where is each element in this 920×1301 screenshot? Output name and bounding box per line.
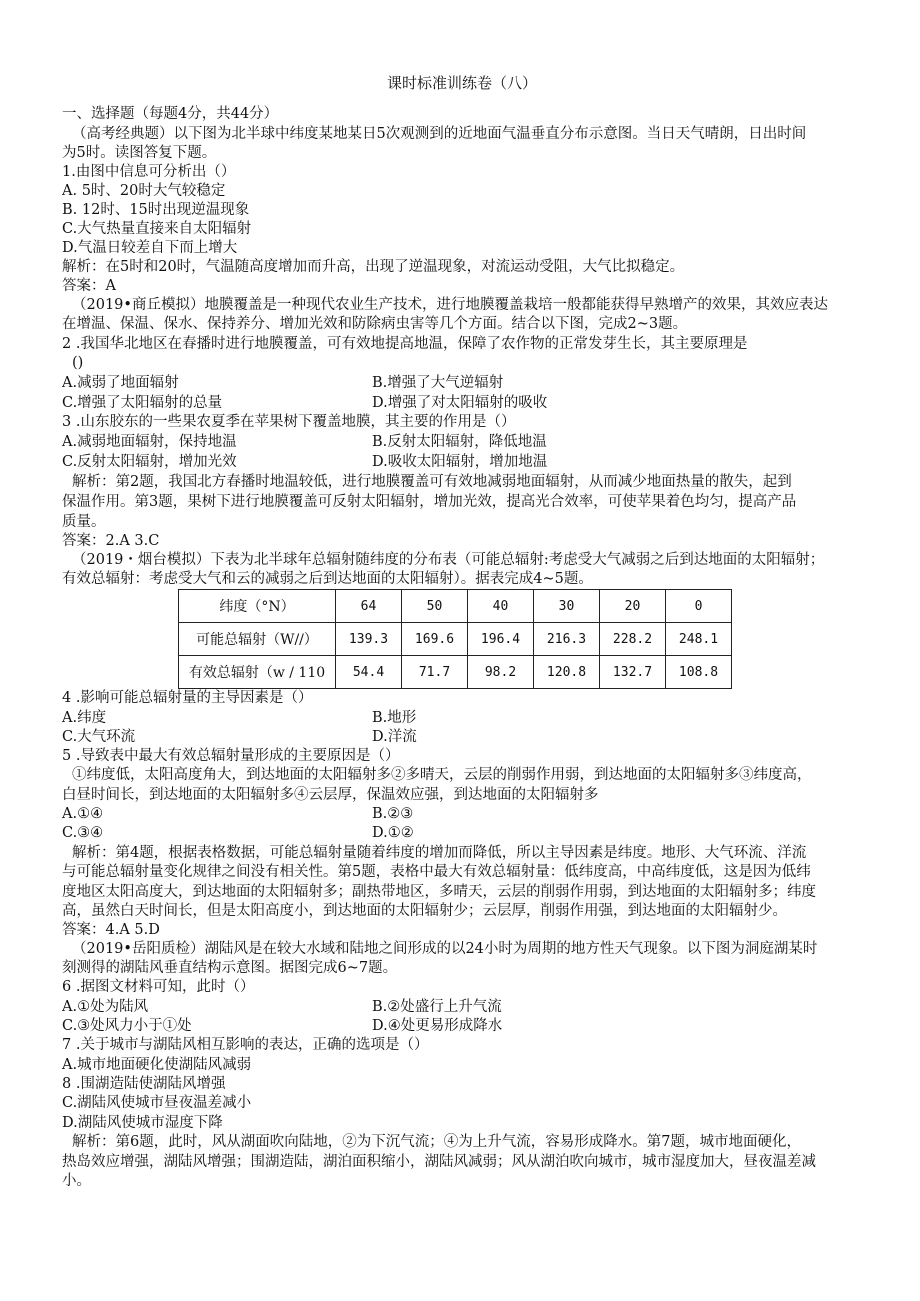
q1-option-c: C.大气热量直接来自太阳辐射	[62, 221, 252, 237]
q7-option-c: C.湖陆风使城市昼夜温差减小	[62, 1095, 252, 1111]
section-heading: 一、选择题（每题4分，共44分）	[62, 106, 279, 122]
table-cell: 20	[600, 590, 666, 623]
table-cell: 169.6	[402, 623, 468, 656]
q7-option-a: A.城市地面硬化使湖陆风减弱	[62, 1057, 252, 1073]
g3-explanation-line2: 与可能总辐射量变化规律之间没有相关性。第5题，表格中最大有效总辐射量：低纬度高，中高纬度低，这是因为低纬	[62, 864, 811, 880]
g4-explanation-line3: 小。	[62, 1173, 91, 1189]
g3-explanation-line1: 解析：第4题，根据表格数据，可能总辐射量随着纬度的增加而降低，所以主导因素是纬度。地形、大气环流、洋流	[72, 845, 807, 861]
q4-option-c: C.大气环流	[62, 729, 136, 745]
q2-option-d: D.增强了对太阳辐射的吸收	[372, 395, 548, 411]
q6-option-a: A.①处为陆风	[62, 999, 149, 1015]
q5-option-a: A.①④	[62, 806, 104, 822]
g3-explanation-line3: 度地区太阳高度大，到达地面的太阳辐射多；副热带地区，多晴天，云层的削弱作用弱，到达地面的太阳辐射多；纬度	[62, 884, 816, 900]
table-header-row	[179, 590, 732, 623]
q4-option-a: A.纬度	[62, 710, 107, 726]
q1-option-d: D.气温日较差自下而上增大	[62, 240, 238, 256]
g4-intro-line1: （2019•岳阳质检）湖陆风是在较大水域和陆地之间形成的以24小时为周期的地方性天气现象。以下图为洞庭湖某时	[72, 941, 818, 957]
radiation-table	[178, 589, 732, 689]
g1-intro-line1: （高考经典题）以下图为北半球中纬度某地某日5次观测到的近地面气温垂直分布示意图。当日天气晴朗，日出时间	[72, 126, 807, 142]
table-cell: 216.3	[534, 623, 600, 656]
table-cell: 纬度（°N）	[179, 590, 336, 623]
q5-option-d: D.①②	[372, 825, 414, 841]
table-cell: 139.3	[336, 623, 402, 656]
table-cell: 0	[666, 590, 732, 623]
g3-intro-line1: （2019・烟台模拟）下表为北半球年总辐射随纬度的分布表（可能总辐射:考虑受大气减弱之后到达地面的太阳辐射；	[72, 552, 825, 568]
table-cell: 120.8	[534, 656, 600, 689]
g3-explanation-line4: 高，虽然白天时间长，但是太阳高度小，到达地面的太阳辐射少；云层厚，削弱作用强，到达地面的太阳辐射少。	[62, 903, 787, 919]
g1-intro-line2: 为5时。读图答复下题。	[62, 145, 217, 161]
q3-option-d: D.吸收太阳辐射，增加地温	[372, 454, 548, 470]
q6-stem: 6 .据图文材料可知，此时（）	[62, 979, 255, 995]
q6-option-b: B.②处盛行上升气流	[372, 999, 502, 1015]
q7-option-d: D.湖陆风使城市湿度下降	[62, 1115, 223, 1131]
table-row	[179, 623, 732, 656]
q4-stem: 4 .影响可能总辐射量的主导因素是（）	[62, 690, 313, 706]
q7-stem: 7 .关于城市与湖陆风相互影响的表达，正确的选项是（）	[62, 1037, 429, 1053]
g2-explanation-line2: 保温作用。第3题，果树下进行地膜覆盖可反射太阳辐射，增加光效，提高光合效率，可使苹果着色均匀，提高产品	[62, 494, 797, 510]
g4-intro-line2: 刻测得的湖陆风垂直结构示意图。据图完成6~7题。	[62, 960, 398, 976]
q1-answer: 答案：A	[62, 278, 116, 294]
q6-option-c: C.③处风力小于①处	[62, 1018, 192, 1034]
table-cell: 40	[468, 590, 534, 623]
q4-option-d: D.洋流	[372, 729, 417, 745]
table-cell: 248.1	[666, 623, 732, 656]
q1-option-a: A. 5时、20时大气较稳定	[62, 183, 226, 199]
q1-option-b: B. 12时、15时出现逆温现象	[62, 202, 250, 218]
q1-explanation: 解析：在5时和20时，气温随高度增加而升高，出现了逆温现象，对流运动受阻，大气比拟稳定。	[62, 259, 685, 275]
q2-option-a: A.减弱了地面辐射	[62, 375, 179, 391]
q3-option-c: C.反射太阳辐射，增加光效	[62, 454, 237, 470]
q2-option-b: B.增强了大气逆辐射	[372, 375, 504, 391]
q3-stem: 3 .山东胶东的一些果农夏季在苹果树下覆盖地膜，其主要的作用是（）	[62, 414, 516, 430]
g2-explanation-line3: 质量。	[62, 514, 106, 530]
table-cell: 132.7	[600, 656, 666, 689]
q4-option-b: B.地形	[372, 710, 417, 726]
table-row	[179, 656, 732, 689]
g3-intro-line2: 有效总辐射：考虑受大气和云的减弱之后到达地面的太阳辐射）。据表完成4~5题。	[62, 571, 593, 587]
table-cell: 50	[402, 590, 468, 623]
g2-intro-line2: 在增温、保温、保水、保持养分、增加光效和防除病虫害等几个方面。结合以下图，完成2~3题。	[62, 316, 688, 332]
q3-option-b: B.反射太阳辐射，降低地温	[372, 434, 547, 450]
q6-option-d: D.④处更易形成降水	[372, 1018, 503, 1034]
g2-explanation-line1: 解析：第2题，我国北方春播时地温较低，进行地膜覆盖可有效地减弱地面辐射，从而减少地面热量的散失，起到	[72, 474, 792, 490]
q2-stem-bracket: ()	[72, 355, 84, 371]
g4-explanation-line1: 解析：第6题，此时，风从湖面吹向陆地，②为下沉气流；④为上升气流，容易形成降水。第7题，城市地面硬化，	[72, 1134, 801, 1150]
table-cell: 71.7	[402, 656, 468, 689]
table-cell: 64	[336, 590, 402, 623]
g2-answer: 答案：2.A 3.C	[62, 533, 160, 549]
q5-statements-line1: ①纬度低，太阳高度角大，到达地面的太阳辐射多②多晴天，云层的削弱作用弱，到达地面的太阳辐射多③纬度高，	[72, 767, 812, 783]
table-cell: 228.2	[600, 623, 666, 656]
q5-option-c: C.③④	[62, 825, 104, 841]
document-title: 课时标准训练卷（八）	[386, 74, 537, 92]
g2-intro-line1: （2019•商丘模拟）地膜覆盖是一种现代农业生产技术，进行地膜覆盖栽培一般都能获得早熟增产的效果，其效应表达	[72, 297, 828, 313]
q5-option-b: B.②③	[372, 806, 414, 822]
q5-statements-line2: 白昼时间长，到达地面的太阳辐射多④云层厚，保温效应强，到达地面的太阳辐射多	[62, 787, 599, 803]
table-cell: 54.4	[336, 656, 402, 689]
table-cell: 30	[534, 590, 600, 623]
q3-option-a: A.减弱地面辐射，保持地温	[62, 434, 237, 450]
table-cell: 196.4	[468, 623, 534, 656]
q2-option-c: C.增强了太阳辐射的总量	[62, 395, 223, 411]
q2-stem: 2 .我国华北地区在春播时进行地膜覆盖，可有效地提高地温，保障了农作物的正常发芽生长，其主要原理是	[62, 336, 748, 352]
g4-explanation-line2: 热岛效应增强，湖陆风增强；围湖造陆，湖泊面积缩小，湖陆风减弱；风从湖泊吹向城市，城市湿度加大，昼夜温差减	[62, 1154, 816, 1170]
q5-stem: 5 .导致表中最大有效总辐射量形成的主要原因是（）	[62, 748, 400, 764]
table-cell: 98.2	[468, 656, 534, 689]
q7-option-b: 8 .围湖造陆使湖陆风增强	[62, 1076, 226, 1092]
table-cell: 108.8	[666, 656, 732, 689]
table-cell: 可能总辐射（W//）	[179, 623, 336, 656]
g3-answer: 答案：4.A 5.D	[62, 922, 160, 938]
q1-stem: 1.由图中信息可分析出（）	[62, 164, 236, 180]
table-cell: 有效总辐射（w / 110	[179, 656, 336, 689]
